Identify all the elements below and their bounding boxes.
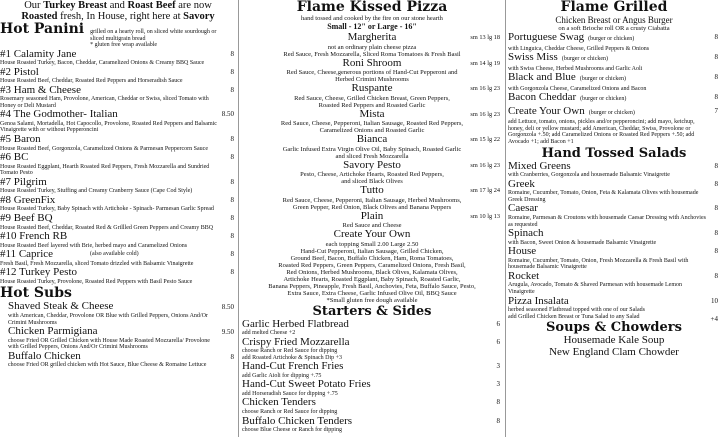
- pizza-item-desc: Red Sauce, Cheese, Grilled Chicken Breast, Green Peppers,: [294, 94, 450, 102]
- salad-item-price: +4: [710, 314, 718, 323]
- salad-item: [508, 246, 720, 271]
- panini-note-line: * gluten free wrap available: [90, 42, 158, 48]
- panini-item: [0, 85, 236, 110]
- panini-item-name: #1 Calamity Jane: [0, 47, 77, 60]
- grilled-item-name: Create Your Own: [508, 104, 585, 117]
- pizza-item-desc: and sliced Fresh Mozzarella: [335, 152, 409, 160]
- salad-item-name: Mixed Greens: [508, 159, 571, 172]
- grilled-subtitle: Chicken Breast or Angus Burger: [555, 15, 673, 25]
- grilled-item-row: [508, 106, 706, 120]
- pizza-item-desc: Garlic Infused Extra Virgin Olive Oil, Baby Spinach, Roasted Garlic: [282, 145, 462, 153]
- salad-item-name: Greek: [508, 177, 535, 190]
- section-title-hot-panini: Hot Panini: [0, 21, 85, 37]
- pizza-item-prices: sm 16 lg 23: [470, 161, 500, 169]
- salad-item-price: 8: [714, 161, 718, 170]
- salad-item: [508, 296, 720, 314]
- panini-item-name: #6 BC: [0, 151, 29, 164]
- pizza-item-desc: Green Pepper, Red Onion, Black Olives and Banana Peppers: [292, 203, 452, 211]
- panini-item-desc: House Roasted Turkey, Baby Spinach with Artichoke - Spinach- Parmesan Garlic Spread: [0, 206, 214, 213]
- panini-item: [0, 267, 236, 285]
- pizza-column: [238, 0, 506, 437]
- salad-item-price: 8: [714, 247, 718, 256]
- salad-item: [508, 228, 720, 246]
- pizza-item-prices: sm 10 lg 13: [470, 212, 500, 220]
- pizza-item: [242, 109, 502, 135]
- topping-line: Ground Beef, Bacon, Buffalo Chicken, Ham, Roma Tomatoes,: [290, 254, 454, 262]
- grilled-item-price: 8: [714, 93, 718, 102]
- salad-item: [508, 161, 720, 179]
- salad-item: [508, 179, 720, 204]
- salad-item: [508, 203, 720, 228]
- sub-item-desc: with American, Cheddar, Provolone OR Blue with Grilled Peppers, Onions And/Or Crimini Mushrooms: [8, 312, 208, 326]
- sub-item-name: Buffalo Chicken: [8, 349, 81, 362]
- starter-item: [242, 416, 502, 434]
- panini-item-name: #10 French RB: [0, 230, 68, 243]
- subs-list: [0, 301, 236, 368]
- pizza-item: [242, 160, 502, 186]
- pizza-item-name: Ruspante: [351, 82, 393, 94]
- grilled-item-note: (burger or chicken): [579, 76, 627, 83]
- panini-item-name: #8 GreenFix: [0, 193, 56, 206]
- section-title-soups: Soups & Chowders: [546, 320, 682, 336]
- panini-item-desc: House Roasted Turkey, Stuffing and Creamy Cranberry Sauce (Cape Cod Style): [0, 188, 193, 195]
- grilled-item-name: Portuguese Swag: [508, 31, 585, 43]
- starter-item-price: 3: [496, 380, 500, 389]
- panini-note: [84, 29, 216, 49]
- grilled-item-name: Swiss Miss: [508, 51, 558, 64]
- grilled-roll-note: on a soft Brioche roll OR a crusty Ciabatta: [558, 25, 670, 32]
- section-title-pizza: Flame Kissed Pizza: [296, 0, 448, 15]
- panini-item: [0, 195, 236, 213]
- grilled-item-desc: with Swiss Cheese, Herbed Mushrooms and Garlic Aoli: [508, 65, 643, 72]
- starter-item-price: 6: [496, 319, 500, 328]
- section-title-hot-subs: Hot Subs: [0, 285, 72, 302]
- grilled-item: [508, 52, 720, 72]
- salad-item-name: Caesar: [508, 202, 538, 215]
- panini-item: [0, 249, 236, 267]
- gluten-note: *Small gluten free dough available: [326, 296, 418, 304]
- panini-item-price: 8: [230, 268, 234, 277]
- pizza-item-prices: sm 14 lg 19: [470, 59, 500, 67]
- panini-item-price: 8: [230, 177, 234, 186]
- panini-item-note: (also available cold): [90, 251, 139, 258]
- pizza-item-name: Savory Pesto: [343, 158, 401, 171]
- grilled-item-price: 8: [714, 33, 718, 41]
- starter-item-price: 8: [496, 398, 500, 407]
- pizza-item-desc: Red Sauce, Cheese, Pepperoni, Italian Sausage, Herbed Mushrooms,: [282, 196, 462, 204]
- panini-item-name: #4 The Godmother- Italian: [0, 108, 118, 121]
- pizza-item-desc: not an ordinary plain cheese pizza: [327, 43, 417, 51]
- panini-item: [0, 134, 236, 152]
- pizza-list: [242, 32, 502, 229]
- section-title-salads: Hand Tossed Salads: [541, 145, 687, 161]
- topping-line: Hand-Cut Pepperoni, Italian Sausage, Grilled Chicken,: [300, 247, 444, 255]
- grilled-item-name: Bacon Cheddar: [508, 91, 577, 104]
- pizza-item-desc: Red Sauce and Cheese: [342, 222, 402, 229]
- grilled-and-salads-column: [508, 0, 720, 437]
- grilled-item-price: 8: [714, 73, 718, 82]
- sub-item-price: 9.50: [221, 328, 234, 337]
- salads-list: [508, 161, 720, 321]
- pizza-item-desc: Roasted Red Peppers and Roasted Garlic: [318, 101, 426, 109]
- grilled-item-row: [508, 32, 706, 46]
- panini-item-name: #7 Pilgrim: [0, 175, 47, 188]
- panini-item: [0, 231, 236, 249]
- panini-item-name: #12 Turkey Pesto: [0, 266, 78, 279]
- pizza-item-prices: sm 17 lg 24: [470, 187, 500, 194]
- sub-item: [0, 351, 236, 369]
- panini-item-price: 8: [230, 153, 234, 162]
- grilled-list: [508, 32, 720, 146]
- panini-header: [0, 22, 236, 49]
- panini-item-price: 8: [230, 214, 234, 223]
- starter-item-name: Crispy Fried Mozzarella: [242, 335, 350, 348]
- grilled-item-note: (burger or chicken): [580, 96, 627, 103]
- grilled-item: [508, 106, 720, 146]
- sub-item-desc: choose Fried OR Grilled Chicken with House Made Roasted Mozzarella/ Provolone with Grilled Peppers, Onions And/Or Crimini Mushrooms: [8, 337, 210, 351]
- grilled-item-desc: with Gorgonzola Cheese, Caramelized Onions and Bacon: [508, 85, 647, 92]
- grilled-item-row: [508, 92, 706, 106]
- salad-item-price: 8: [714, 204, 718, 213]
- starter-item-desc: choose Blue Cheese or Ranch for dipping: [242, 427, 342, 434]
- panini-item-name: #9 Beef BQ: [0, 212, 53, 225]
- topping-line: Red Onions, Herbed Mushrooms, Black Olives, Kalamata Olives,: [286, 268, 458, 276]
- panini-item-price: 8.50: [221, 110, 234, 119]
- starter-item-desc: add Horseradish Sauce for dipping +.75: [242, 390, 338, 397]
- panini-and-subs-column: [0, 0, 236, 437]
- starter-item: [242, 361, 502, 379]
- salad-item-name: House: [508, 245, 537, 258]
- pizza-item: [242, 83, 502, 109]
- section-title-starters: Starters & Sides: [312, 303, 432, 319]
- panini-item-desc: Fresh Basil, Fresh Mozzarella, sliced Tomato drizzled with Balsamic Vinaigrette: [0, 260, 194, 267]
- pizza-item-name: Tutto: [360, 184, 384, 196]
- starter-item-name: Hand-Cut Sweet Potato Fries: [242, 378, 371, 391]
- intro-text: are now: [175, 0, 212, 11]
- panini-item-name: #11 Caprice: [0, 248, 54, 261]
- panini-item-desc: Rosemary seasoned Ham, Provolone, American, Cheddar or Swiss, sliced Tomato with Honey or Deli Mustard: [0, 96, 209, 109]
- salad-item-desc: Arugula, Avocado, Tomato & Shaved Parmesan with housemade Lemon Vinaigrette: [508, 282, 682, 295]
- intro-text: Savory: [183, 11, 215, 22]
- panini-item: [0, 213, 236, 231]
- grilled-item-row: [508, 72, 706, 86]
- starters-list: [242, 319, 502, 434]
- grilled-item: [508, 32, 720, 52]
- pizza-item-name: Mista: [359, 107, 385, 120]
- panini-list: [0, 49, 236, 286]
- starter-item-desc: choose Ranch or Red Sauce for dipping: [242, 408, 338, 415]
- sub-item-name: Chicken Parmigiana: [8, 325, 98, 338]
- panini-item: [0, 67, 236, 85]
- starter-item: [242, 337, 502, 355]
- intro-text: Turkey Breast: [43, 0, 108, 11]
- grilled-item: [508, 72, 720, 92]
- starter-item-desc: add Roasted Artichoke & Spinach Dip +3: [242, 354, 343, 361]
- panini-item-desc: House Roasted Turkey, Bacon, Cheddar, Caramelized Onions & Creamy BBQ Sauce: [0, 60, 205, 66]
- pizza-intro: hand tossed and cooked by the fire on our stone hearth: [301, 15, 443, 22]
- panini-item-desc: House Roasted Beef, Cheddar, Roasted Red & Grillled Green Peppers and Creamy BBQ: [0, 224, 214, 231]
- grilled-item-note: (burger or chicken): [588, 109, 635, 116]
- pizza-item-desc: Herbed Crimini Mushrooms: [335, 76, 409, 83]
- panini-item-price: 8: [230, 135, 234, 144]
- soup-item: New England Clam Chowder: [549, 345, 679, 358]
- panini-item-name: #5 Baron: [0, 133, 41, 146]
- panini-item: [0, 177, 236, 195]
- sub-item: [0, 326, 236, 351]
- salad-item-price: 10: [711, 296, 718, 305]
- panini-item: [0, 152, 236, 177]
- panini-item: [0, 49, 236, 67]
- soups-list: [508, 335, 720, 358]
- grilled-item-price: 7: [714, 106, 718, 115]
- intro-note: [0, 0, 236, 22]
- intro-text: and: [107, 0, 128, 11]
- intro-text: fresh, In House, right here at: [57, 11, 184, 22]
- pizza-item: [242, 134, 502, 160]
- sub-item-desc: choose Fried OR grilled chicken with Hot Sauce, Blue Cheese & Romaine Lettuce: [8, 362, 207, 369]
- salad-item-name: Spinach: [508, 227, 544, 240]
- panini-item-desc: House Roasted Turkey, Provolone, Roasted Red Peppers with Basil Pesto Sauce: [0, 278, 193, 285]
- panini-item-price: 8: [230, 49, 234, 58]
- salad-item-price: 8: [714, 271, 718, 280]
- starter-item: [242, 397, 502, 415]
- grilled-item-price: 8: [714, 53, 718, 62]
- pizza-item-desc: Pesto, Cheese, Artichoke Hearts, Roasted Red Peppers,: [300, 171, 444, 178]
- grilled-item-note: (burger or chicken): [588, 36, 635, 42]
- starter-item-price: 6: [496, 337, 500, 346]
- pizza-item: [242, 185, 502, 211]
- panini-item-desc: House Roasted Beef layered with Brie, herbed mayo and Caramelized Onions: [0, 242, 188, 249]
- pizza-item: [242, 58, 502, 84]
- pizza-sizes: Small - 12" or Large - 16": [327, 22, 417, 31]
- salad-item-desc: add Grilled Chicken Breast or Tuna Salad to any Salad: [508, 313, 640, 320]
- section-title-flame-grilled: Flame Grilled: [560, 0, 668, 15]
- starter-item-price: 8: [496, 416, 500, 425]
- topping-line: Extra Sauce, Extra Cheese, Garlic Infused Olive Oil, BBQ Sauce: [287, 289, 457, 297]
- sub-item-price: 8.50: [221, 303, 234, 312]
- panini-item: [0, 109, 236, 134]
- topping-line: Artichoke Hearts, Roasted Eggplant, Baby Spinach, Roasted Garlic,: [283, 275, 461, 283]
- salad-item-desc: Romaine, Parmesan & Croutons with housemade Caesar Dressing with Anchovies as requested: [508, 214, 706, 228]
- pizza-item-name: Plain: [360, 209, 384, 222]
- starter-item: [242, 379, 502, 397]
- panini-note-line: grilled on a hearty roll, on sliced white sourdough or: [90, 29, 217, 35]
- salad-item-desc: with Cranberries, Gorgonzola and housemade Balsamic Vinaigrette: [508, 172, 670, 179]
- grilled-item-name: Black and Blue: [508, 71, 576, 84]
- starter-item-price: 3: [496, 362, 500, 371]
- starter-item-desc: choose Ranch or Red Sauce for dipping: [242, 348, 338, 355]
- panini-item-price: 8: [230, 250, 234, 259]
- starter-item-desc: add Garlic Aioli for dipping +.75: [242, 372, 322, 379]
- create-your-own-pizza-title: Create Your Own: [333, 228, 411, 240]
- salad-item-price: 8: [714, 229, 718, 238]
- pizza-item-prices: sm 16 lg 23: [470, 110, 500, 118]
- starter-item-name: Buffalo Chicken Tenders: [242, 414, 353, 427]
- panini-item-name: #3 Ham & Cheese: [0, 83, 81, 96]
- panini-item-desc: House Roasted Eggplant, Hearth Roasted Red Peppers, Fresh Mozzarella and Sundried Tomato Pesto: [0, 163, 210, 177]
- salad-item-desc: Romaine, Cucumber, Tomato, Onion, Fresh Mozzarella & Fresh Basil with housemade Balsamic Vinaigrette: [508, 257, 689, 271]
- salad-item: [508, 314, 720, 321]
- topping-price: each topping Small 2.00 Large 2.50: [325, 240, 419, 248]
- salad-item-price: 8: [714, 179, 718, 188]
- panini-item-price: 8: [230, 195, 234, 204]
- pizza-item-prices: sm 13 lg 18: [470, 34, 500, 41]
- intro-text: Roasted: [21, 11, 58, 22]
- panini-item-price: 8: [230, 67, 234, 76]
- grilled-item-desc: add Lettuce, tomato, onions, pickles and/or pepperoncini; add mayo, ketchup, honey, deli or yellow mustard; add American, Cheddar, Swiss, Provolone or Gorgonzola +.50; add Caramelized Onions or Roasted Red Peppers +.50; add Avocado +1; add Bacon +1: [508, 119, 695, 146]
- sub-item: [0, 301, 236, 326]
- panini-note-line: sliced multigrain bread: [90, 35, 146, 42]
- panini-item-price: 8: [230, 85, 234, 94]
- pizza-item-name: Bianca: [356, 133, 388, 145]
- salad-item-desc: Romaine, Cucumber, Tomato, Onion, Feta & Kalamata Olives with housemade Greek Dressing: [508, 190, 699, 203]
- pizza-item-name: Roni Shroom: [342, 56, 402, 69]
- pizza-item-desc: Red Sauce, Cheese, Pepperoni, Italian Sausage, Roasted Red Peppers,: [280, 120, 464, 127]
- pizza-item-prices: sm 15 lg 22: [470, 136, 500, 143]
- panini-item-desc: House Roasted Beef, Cheddar, Roasted Red Peppers and Horseradish Sauce: [0, 78, 183, 85]
- pizza-item: [242, 211, 502, 230]
- salad-item: [508, 271, 720, 296]
- grilled-item-row: [508, 52, 706, 66]
- grilled-item-desc: with Linguica, Cheddar Cheese, Grilled Peppers & Onions: [508, 45, 650, 52]
- starter-item-name: Hand-Cut French Fries: [242, 360, 344, 373]
- topping-line: Banana Peppers, Pineapple, Fresh Basil, Anchovies, Feta, Buffalo Sauce, Pesto,: [268, 282, 476, 290]
- grilled-item: [508, 92, 720, 106]
- starter-item: [242, 319, 502, 337]
- panini-item-price: 8: [230, 232, 234, 241]
- salad-item-name: Rocket: [508, 269, 540, 282]
- starter-item-name: Garlic Herbed Flatbread: [242, 317, 349, 330]
- grilled-item-note: (burger or chicken): [561, 56, 609, 63]
- pizza-item-desc: and sliced Black Olives: [341, 178, 403, 185]
- panini-item-name: #2 Pistol: [0, 65, 39, 78]
- panini-item-desc: Genoa Salami, Mortadella, Hot Capocollo, Provolone, Roasted Red Peppers and Balsamic Vinaigrette with or without Pepperoncini: [0, 120, 217, 134]
- pizza-item-name: Margherita: [347, 31, 397, 43]
- starter-item-name: Chicken Tenders: [242, 396, 316, 409]
- sub-item-name: Shaved Steak & Cheese: [8, 300, 114, 313]
- pizza-item-desc: Red Sauce, Fresh Mozzarella, Sliced Roma Tomatoes & Fresh Basil: [283, 50, 461, 58]
- intro-text: Roast Beef: [127, 0, 176, 11]
- starter-item-desc: add melted Cheese +2: [242, 330, 296, 336]
- topping-line: Roasted Red Peppers, Green Peppers, Caramelized Onions, Fresh Basil,: [278, 261, 466, 269]
- pizza-item-desc: Red Sauce, Cheese,generous portions of Hand-Cut Pepperoni and: [286, 69, 458, 76]
- salad-item-name: Pizza Insalata: [508, 294, 569, 307]
- salad-item-desc: herbed seasoned Flatbread topped with one of our Salads: [508, 307, 645, 314]
- toppings-list: [242, 248, 502, 297]
- sub-item-price: 8: [230, 352, 234, 361]
- pizza-item: [242, 32, 502, 58]
- intro-text: Our: [24, 0, 44, 11]
- pizza-item-prices: sm 16 lg 23: [470, 85, 500, 92]
- panini-item-desc: House Roasted Beef, Gorgonzola, Caramelized Onions & Parmesan Peppercorn Sauce: [0, 145, 208, 152]
- soup-item: Housemade Kale Soup: [563, 334, 665, 347]
- pizza-item-desc: Caramelized Onions and Roasted Garlic: [319, 127, 425, 134]
- salad-item-desc: with Bacon, Sweet Onion & housemade Balsamic Vinaigrette: [508, 239, 657, 246]
